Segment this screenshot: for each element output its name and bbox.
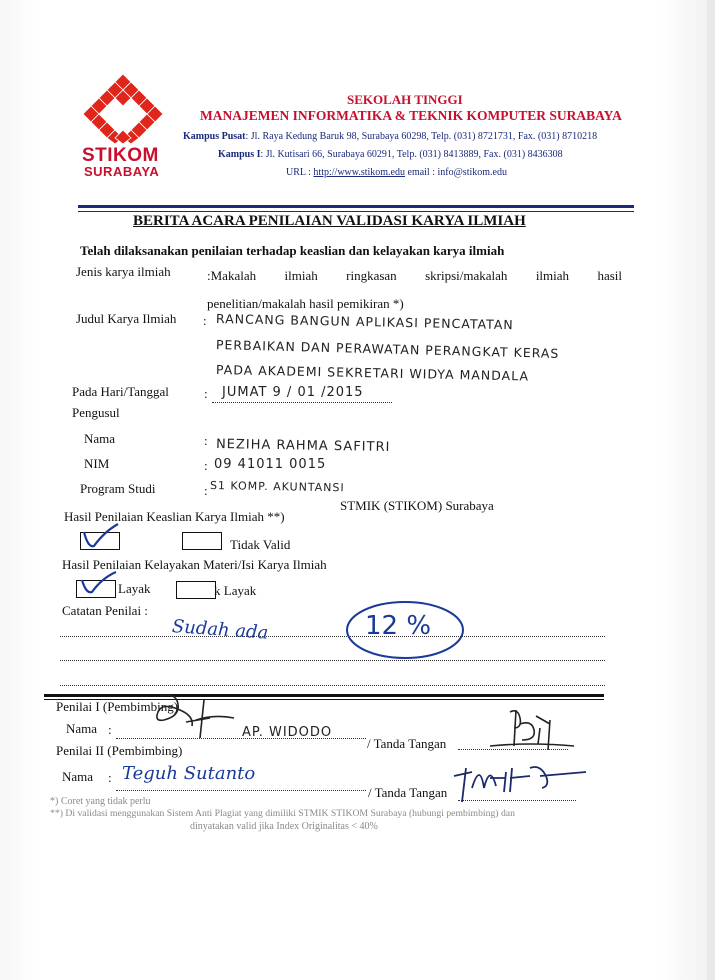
nim-colon: : xyxy=(204,458,208,473)
tanda1-label: / Tanda Tangan xyxy=(367,736,447,751)
jenis-label: Jenis karya ilmiah xyxy=(76,264,171,279)
campus-1-text: : Jl. Kutisari 66, Surabaya 60291, Telp. (031) 8413889, Fax. (031) 8436308 xyxy=(260,149,563,160)
nama1-colon: : xyxy=(108,722,112,737)
footnote-1: *) Coret yang tidak perlu xyxy=(50,796,151,807)
hari-label: Pada Hari/Tanggal xyxy=(72,384,169,399)
judul-line2: PERBAIKAN DAN PERAWATAN PERANGKAT KERAS xyxy=(215,337,560,361)
institution-line2: MANAJEMEN INFORMATIKA & TEKNIK KOMPUTER SURABAYA xyxy=(200,108,622,123)
check-mark-icon xyxy=(80,570,120,598)
catatan-dotted-line1 xyxy=(60,636,605,637)
campus-1 xyxy=(218,149,563,160)
judul-colon: : xyxy=(203,313,207,328)
catatan-value: Sudah ada xyxy=(171,616,269,644)
nama2-colon: : xyxy=(108,770,112,785)
nama1-label: Nama xyxy=(66,721,98,736)
campus-pusat-text: : Jl. Raya Kedung Baruk 98, Surabaya 60298, Telp. (031) 8721731, Fax. (031) 8710218 xyxy=(245,131,598,142)
tidak-valid-checkbox[interactable] xyxy=(182,532,222,550)
header-rule-thick xyxy=(78,205,634,208)
nama2-value: Teguh Sutanto xyxy=(122,763,256,784)
pengusul-label: Pengusul xyxy=(72,405,120,420)
nama-value: NEZIHA RAHMA SAFITRI xyxy=(215,437,391,456)
footnote-3: dinyatakan valid jika Index Originalitas < 40% xyxy=(190,821,378,832)
footnote-2: **) Di validasi menggunakan Sistem Anti Plagiat yang dimiliki STMIK STIKOM Surabaya (hubungi pembimbing) dan xyxy=(50,808,515,819)
contact-line xyxy=(286,167,507,178)
stikom-logo-icon xyxy=(82,72,164,144)
website-link[interactable]: http://www.stikom.edu xyxy=(313,167,405,178)
jenis-value-line2: penelitian/makalah hasil pemikiran *) xyxy=(207,296,404,311)
catatan-dotted-line2 xyxy=(60,660,605,661)
signature-tanda1-icon xyxy=(470,706,580,756)
judul-line1: RANCANG BANGUN APLIKASI PENCATATAN xyxy=(215,311,514,333)
campus-1-label: Kampus I xyxy=(218,149,261,160)
institution-line1: SEKOLAH TINGGI xyxy=(347,92,463,107)
prodi-suffix: STMIK (STIKOM) Surabaya xyxy=(340,498,494,513)
check-mark-icon xyxy=(82,522,122,552)
hari-value: JUMAT 9 / 01 /2015 xyxy=(222,385,364,400)
tidak-layak-checkbox[interactable] xyxy=(176,581,216,599)
header-rule-thin xyxy=(78,211,634,212)
nama2-dotted-line xyxy=(116,790,366,791)
prodi-label: Program Studi xyxy=(80,481,156,496)
logo-line1: STIKOM xyxy=(82,145,159,166)
tanda2-label: / Tanda Tangan xyxy=(368,785,448,800)
prodi-colon: : xyxy=(204,483,208,498)
tidak-valid-label: Tidak Valid xyxy=(230,537,291,552)
penilai2-label: Penilai II (Pembimbing) xyxy=(56,743,183,758)
nim-label: NIM xyxy=(84,456,110,471)
kelayakan-label: Hasil Penilaian Kelayakan Materi/Isi Karya Ilmiah xyxy=(62,557,327,572)
nama2-label: Nama xyxy=(62,769,94,784)
judul-line3: PADA AKADEMI SEKRETARI WIDYA MANDALA xyxy=(215,362,530,384)
campus-pusat-label: Kampus Pusat xyxy=(183,131,246,142)
section-divider-thick xyxy=(44,694,604,697)
signature-tanda2-icon xyxy=(450,758,590,806)
logo-line2: SURABAYA xyxy=(84,164,160,179)
campus-pusat xyxy=(183,131,597,142)
score-value: 12 % xyxy=(365,611,432,641)
keaslian-label: Hasil Penilaian Keaslian Karya Ilmiah **) xyxy=(64,509,285,524)
nama1-value: AP. WIDODO xyxy=(242,725,333,740)
judul-label: Judul Karya Ilmiah xyxy=(76,311,177,326)
catatan-dotted-line3 xyxy=(60,685,605,686)
nim-value: 09 41011 0015 xyxy=(214,457,327,472)
layak-label: Layak xyxy=(118,581,151,596)
prodi-value: S1 KOMP. AKUNTANSI xyxy=(209,479,345,495)
intro-text: Telah dilaksanakan penilaian terhadap keaslian dan kelayakan karya ilmiah xyxy=(80,243,505,258)
hari-dotted-line xyxy=(212,402,392,403)
hari-colon: : xyxy=(204,386,208,401)
penilai1-label: Penilai I (Pembimbing) xyxy=(56,699,179,714)
jenis-value-line1: :Makalah ilmiah ringkasan skripsi/makalah ilmiah hasil xyxy=(207,268,622,283)
document-title: BERITA ACARA PENILAIAN VALIDASI KARYA ILMIAH xyxy=(133,213,526,229)
url-prefix: URL : xyxy=(286,167,314,178)
nama-colon: : xyxy=(204,433,208,448)
tidak-layak-label: k Layak xyxy=(214,583,257,598)
nama-label: Nama xyxy=(84,431,116,446)
email-text: email : info@stikom.edu xyxy=(405,167,507,178)
page-edge xyxy=(707,0,715,980)
catatan-label: Catatan Penilai : xyxy=(62,603,148,618)
